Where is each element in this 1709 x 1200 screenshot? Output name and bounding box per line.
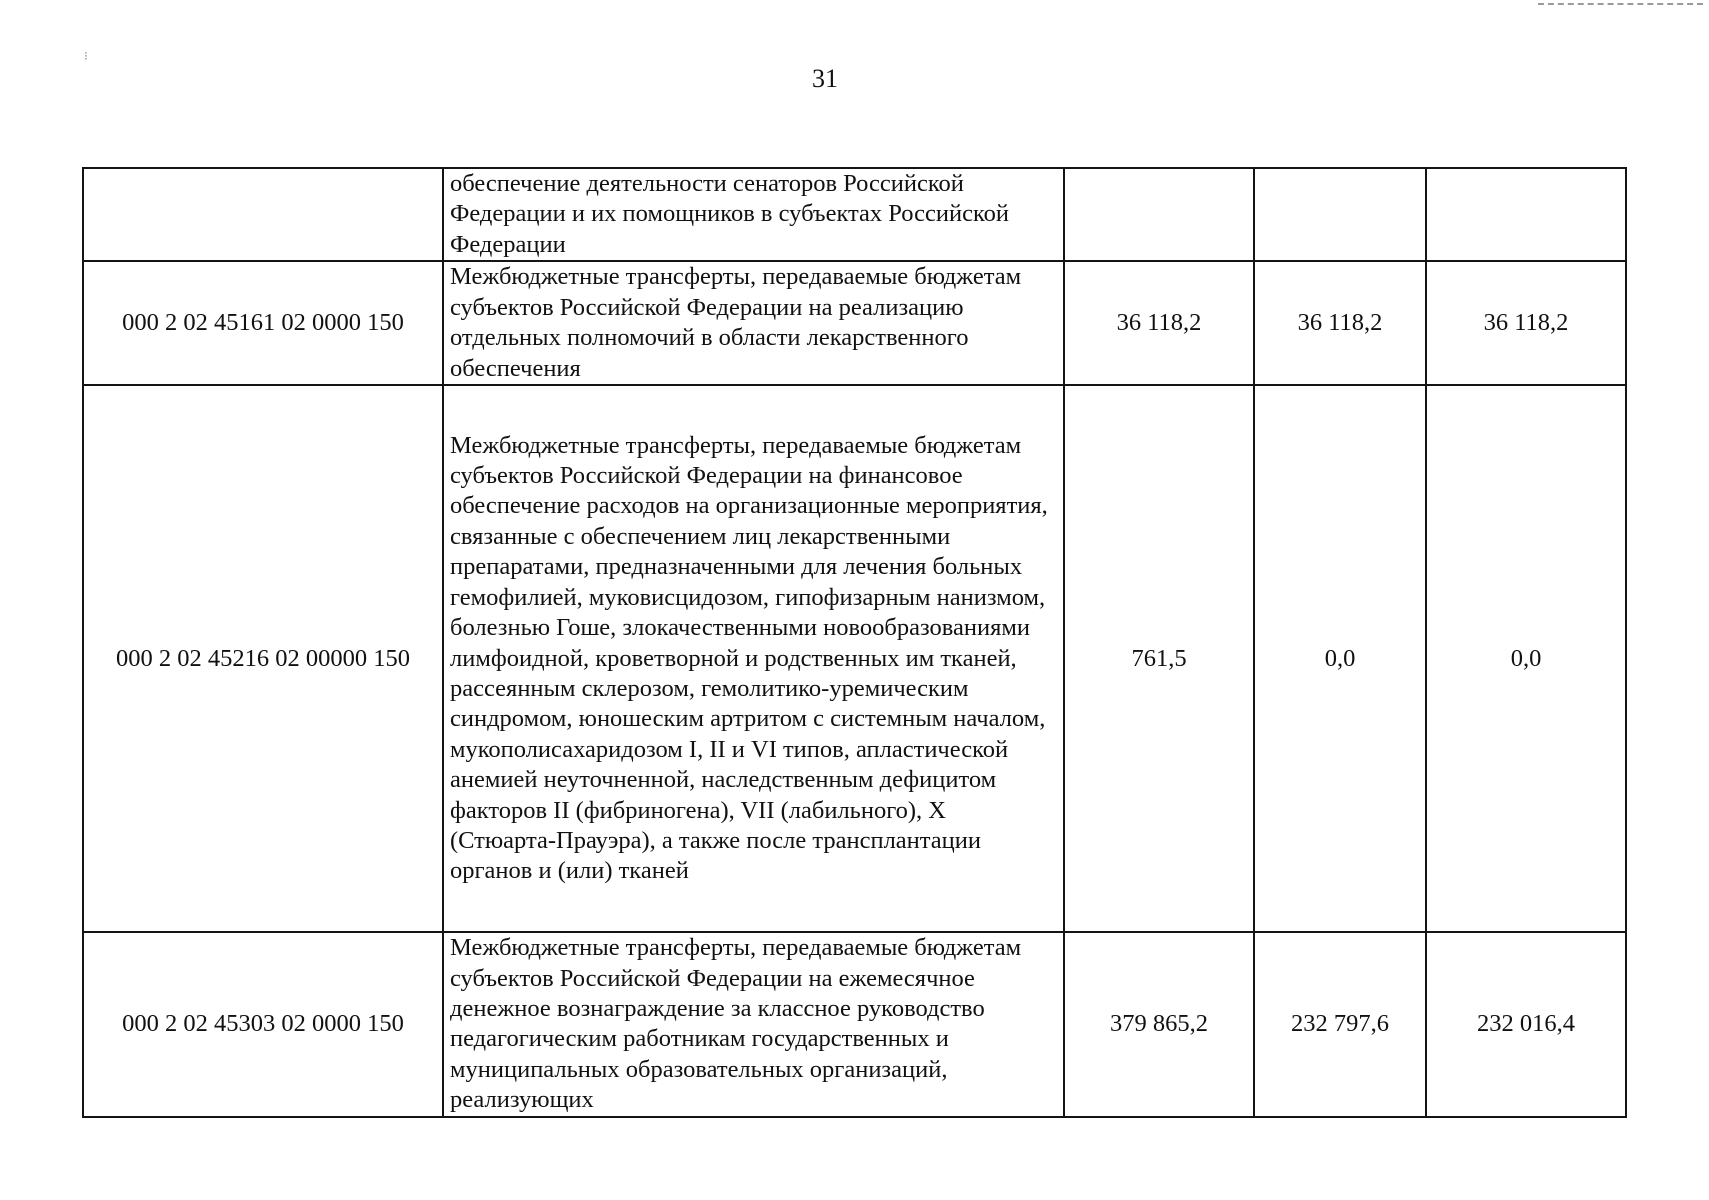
value-cell-year-2: 36 118,2 [1254,261,1426,385]
description-cell: обеспечение деятельности сенаторов Российской Федерации и их помощников в субъектах Российской Федерации [443,168,1064,261]
value-cell-year-1: 36 118,2 [1064,261,1254,385]
value-cell-year-1: 761,5 [1064,385,1254,932]
budget-table [82,167,1627,1118]
budget-code-cell: 000 2 02 45161 02 0000 150 [83,261,443,385]
scan-artifact-mark: ⁝ [84,49,88,63]
budget-code-cell: 000 2 02 45303 02 0000 150 [83,932,443,1116]
value-cell-year-2: 0,0 [1254,385,1426,932]
value-cell-year-3: 232 016,4 [1426,932,1626,1116]
description-cell: Межбюджетные трансферты, передаваемые бюджетам субъектов Российской Федерации на реализацию отдельных полномочий в области лекарственного обеспечения [443,261,1064,385]
budget-code-cell: 000 2 02 45216 02 00000 150 [83,385,443,932]
value-cell-year-3: 36 118,2 [1426,261,1626,385]
budget-code-cell [83,168,443,261]
table-row [83,932,1626,1116]
value-cell-year-1 [1064,168,1254,261]
table-row [83,168,1626,261]
description-cell: Межбюджетные трансферты, передаваемые бюджетам субъектов Российской Федерации на финансовое обеспечение расходов на организационные мероприятия, связанные с обеспечением лиц лекарственными препаратами, предназначенными для лечения больных гемофилией, муковисцидозом, гипофизарным нанизмом, болезнью Гоше, злокачественными новообразованиями лимфоидной, кроветворной и родственных им тканей, рассеянным склерозом, гемолитико-уремическим синдромом, юношеским артритом с системным началом, мукополисахаридозом I, II и VI типов, апластической анемией неуточненной, наследственным дефицитом факторов II (фибриногена), VII (лабильного), X (Стюарта-Прауэра), а также после трансплантации органов и (или) тканей [443,385,1064,932]
value-cell-year-2: 232 797,6 [1254,932,1426,1116]
scan-edge-rule [1538,3,1703,5]
table-row [83,385,1626,932]
value-cell-year-3: 0,0 [1426,385,1626,932]
description-cell: Межбюджетные трансферты, передаваемые бюджетам субъектов Российской Федерации на ежемесячное денежное вознаграждение за классное руководство педагогическим работникам государственных и муниципальных образовательных организаций, реализующих [443,932,1064,1116]
value-cell-year-1: 379 865,2 [1064,932,1254,1116]
value-cell-year-3 [1426,168,1626,261]
value-cell-year-2 [1254,168,1426,261]
page-number: 31 [812,64,838,93]
table-row [83,261,1626,385]
